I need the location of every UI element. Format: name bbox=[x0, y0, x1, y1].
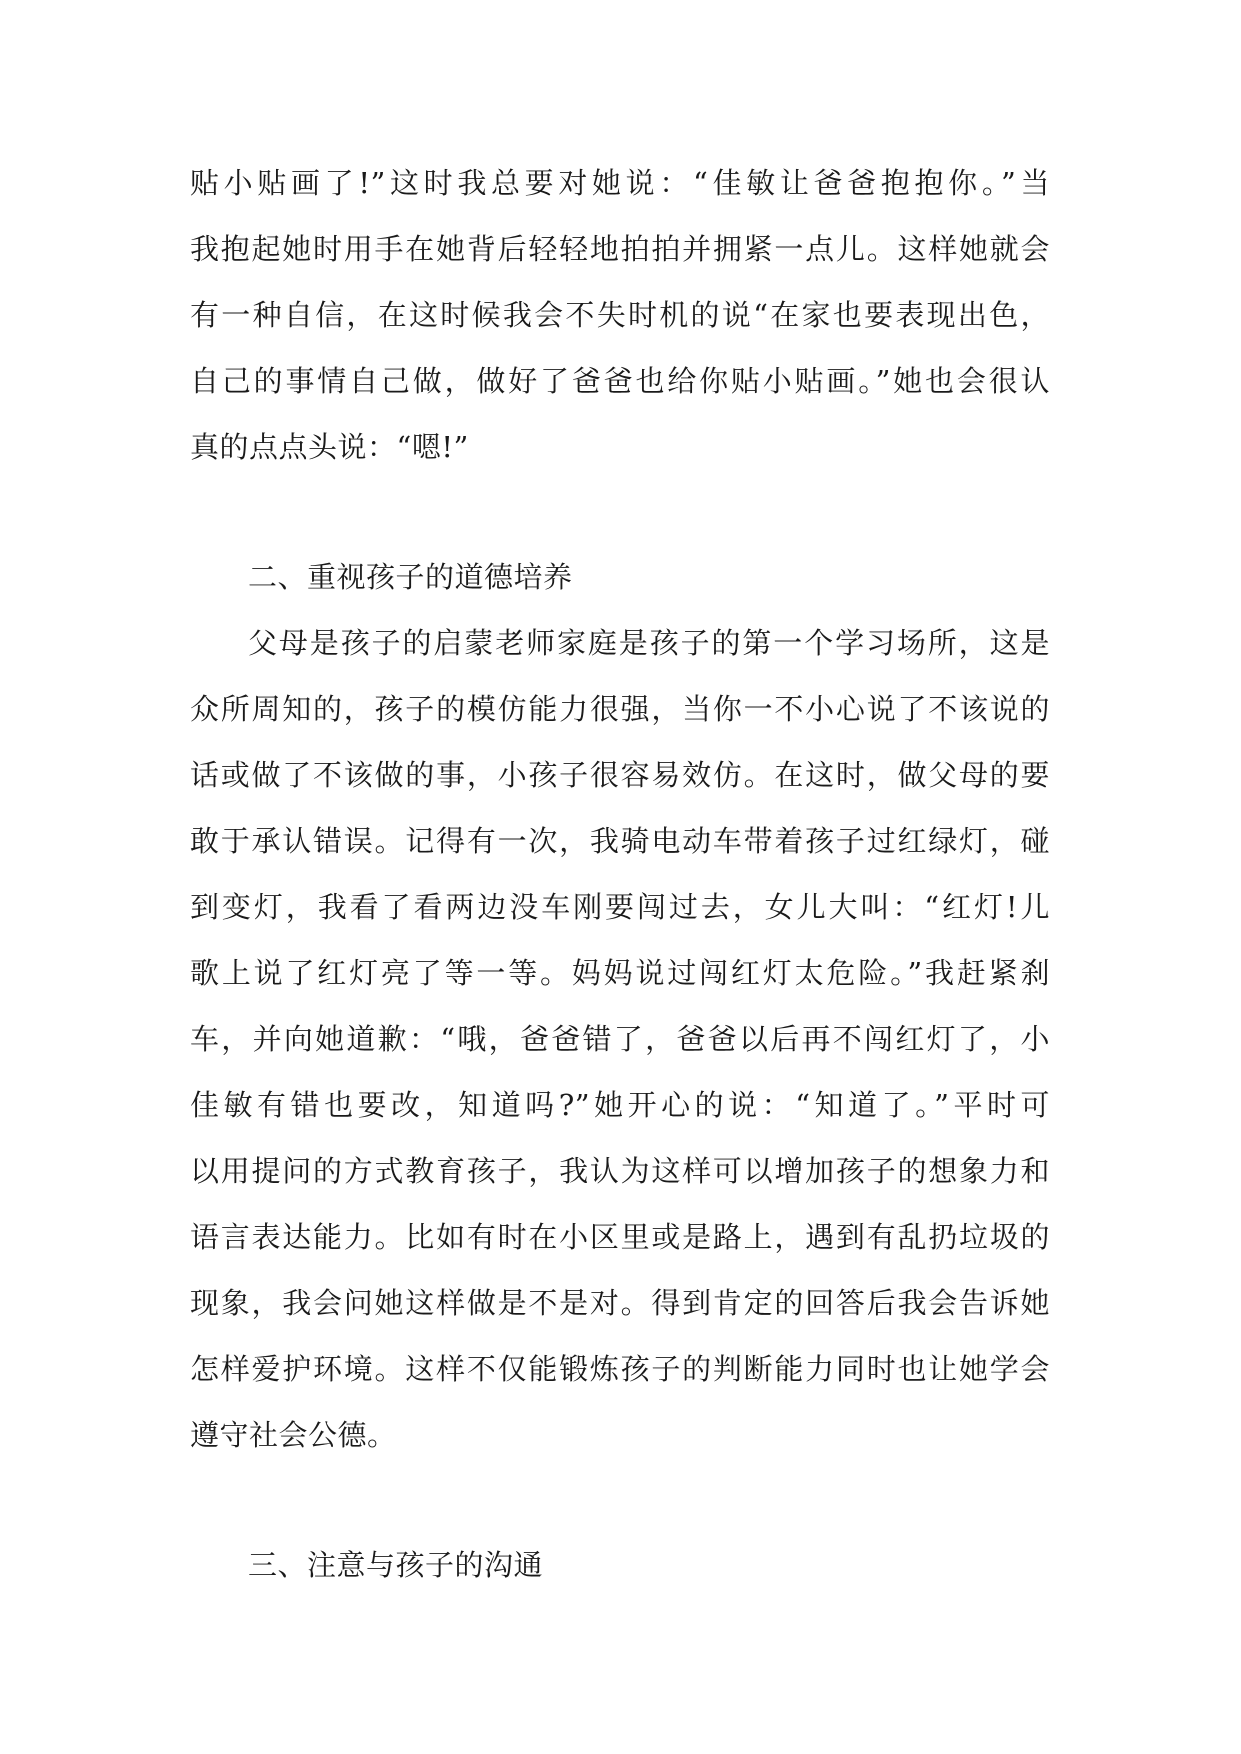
paragraph-line: 歌上说了红灯亮了等一等。妈妈说过闯红灯太危险。”我赶紧刹 bbox=[190, 956, 1050, 990]
paragraph-line: 车，并向她道歉：“哦，爸爸错了，爸爸以后再不闯红灯了，小 bbox=[190, 1022, 1050, 1056]
paragraph-line: 话或做了不该做的事，小孩子很容易效仿。在这时，做父母的要 bbox=[190, 758, 1050, 792]
paragraph-line: 到变灯，我看了看两边没车刚要闯过去，女儿大叫：“红灯!儿 bbox=[190, 890, 1050, 924]
paragraph-line: 有一种自信，在这时候我会不失时机的说“在家也要表现出色， bbox=[190, 298, 1050, 332]
paragraph-line: 佳敏有错也要改，知道吗?”她开心的说：“知道了。”平时可 bbox=[190, 1088, 1050, 1122]
paragraph-line: 真的点点头说：“嗯!” bbox=[190, 430, 469, 464]
section-heading: 二、重视孩子的道德培养 bbox=[248, 560, 573, 594]
paragraph-line: 我抱起她时用手在她背后轻轻地拍拍并拥紧一点儿。这样她就会 bbox=[190, 232, 1050, 266]
section-heading: 三、注意与孩子的沟通 bbox=[248, 1548, 544, 1582]
paragraph-line: 以用提问的方式教育孩子，我认为这样可以增加孩子的想象力和 bbox=[190, 1154, 1050, 1188]
paragraph-line: 贴小贴画了!”这时我总要对她说：“佳敏让爸爸抱抱你。”当 bbox=[190, 166, 1050, 200]
paragraph-line: 现象，我会问她这样做是不是对。得到肯定的回答后我会告诉她 bbox=[190, 1286, 1050, 1320]
paragraph-line: 遵守社会公德。 bbox=[190, 1418, 397, 1452]
paragraph-line: 自己的事情自己做，做好了爸爸也给你贴小贴画。”她也会很认 bbox=[190, 364, 1050, 398]
paragraph-line: 怎样爱护环境。这样不仅能锻炼孩子的判断能力同时也让她学会 bbox=[190, 1352, 1050, 1386]
paragraph-line: 敢于承认错误。记得有一次，我骑电动车带着孩子过红绿灯，碰 bbox=[190, 824, 1050, 858]
paragraph-line: 众所周知的，孩子的模仿能力很强，当你一不小心说了不该说的 bbox=[190, 692, 1050, 726]
paragraph-line: 语言表达能力。比如有时在小区里或是路上，遇到有乱扔垃圾的 bbox=[190, 1220, 1050, 1254]
paragraph-line: 父母是孩子的启蒙老师家庭是孩子的第一个学习场所，这是 bbox=[248, 626, 1050, 660]
